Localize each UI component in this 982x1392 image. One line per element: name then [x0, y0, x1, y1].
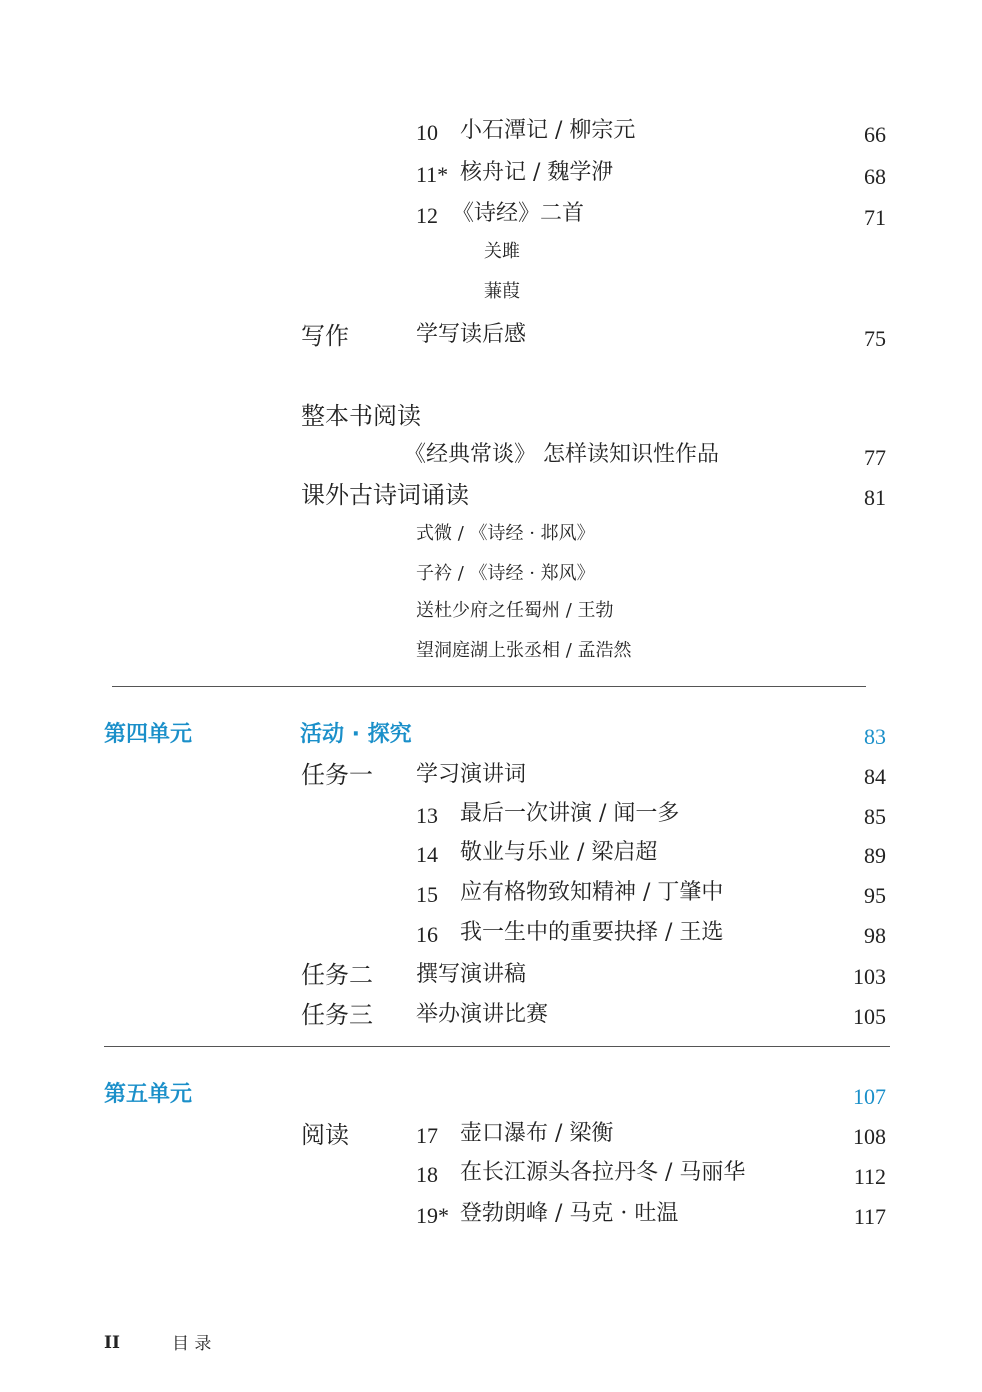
unit-label: 第四单元 [104, 722, 193, 747]
page-number: 77 [864, 445, 886, 470]
lesson-title: 壶口瀑布 / 梁衡 [460, 1121, 614, 1146]
task-title: 撰写演讲稿 [416, 962, 527, 987]
page-number: 98 [864, 923, 886, 948]
lesson-title: 核舟记 / 魏学洢 [460, 160, 614, 185]
task-title: 学习演讲词 [416, 762, 527, 787]
page-number: 117 [853, 1204, 886, 1229]
page-number: 66 [864, 122, 886, 147]
section-label: 写作 [301, 322, 349, 350]
lesson-title: 应有格物致知精神 / 丁肇中 [460, 880, 724, 905]
page-number: 89 [864, 843, 886, 868]
poem-item[interactable]: 式微 / 《诗经 · 邶风》 [416, 523, 595, 544]
lesson-title: 小石潭记 / 柳宗元 [460, 118, 636, 143]
lesson-number: 17 [416, 1123, 438, 1148]
lesson-title: 登勃朗峰 / 马克 · 吐温 [460, 1201, 679, 1226]
task-title: 举办演讲比赛 [416, 1002, 549, 1027]
page-number: 84 [864, 764, 886, 789]
lesson-number: 11* [416, 162, 449, 187]
page-number: 105 [853, 1004, 886, 1029]
lesson-title: 在长江源头各拉丹冬 / 马丽华 [460, 1160, 746, 1185]
page-number: 81 [864, 485, 886, 510]
page-number: 75 [864, 326, 886, 351]
page-number: 103 [853, 964, 886, 989]
unit-label: 第五单元 [104, 1082, 193, 1107]
lesson-number: 18 [416, 1162, 438, 1187]
lesson-number: 12 [416, 203, 438, 228]
lesson-title: 敬业与乐业 / 梁启超 [460, 840, 658, 865]
lesson-title: 最后一次讲演 / 闻一多 [460, 801, 680, 826]
lesson-title: 我一生中的重要抉择 / 王选 [460, 920, 724, 945]
page-number: 68 [864, 164, 886, 189]
poem-title-jianjia[interactable]: 蒹葭 [484, 281, 520, 302]
whole-book-heading: 整本书阅读 [301, 402, 421, 430]
page-number: 83 [864, 724, 886, 749]
unit-theme: 活动 · 探究 [300, 722, 412, 747]
poem-item[interactable]: 望洞庭湖上张丞相 / 孟浩然 [416, 640, 632, 661]
page-number: 108 [853, 1124, 886, 1149]
task-label: 任务一 [301, 761, 373, 789]
lesson-number: 15 [416, 882, 438, 907]
poem-title-guanju[interactable]: 关雎 [484, 241, 520, 262]
section-title: 学写读后感 [416, 322, 527, 347]
divider [104, 1046, 890, 1047]
lesson-number: 14 [416, 842, 438, 867]
page-number: 71 [864, 205, 886, 230]
page-number: 85 [864, 804, 886, 829]
poem-item[interactable]: 送杜少府之任蜀州 / 王勃 [416, 600, 614, 621]
lesson-number: 16 [416, 922, 438, 947]
lesson-title: 《诗经》二首 [452, 201, 585, 226]
page-roman-numeral: II [104, 1333, 120, 1353]
page-number: 107 [853, 1084, 886, 1109]
reading-label: 阅读 [301, 1121, 349, 1149]
footer-label: 目 录 [172, 1334, 212, 1354]
task-label: 任务三 [301, 1001, 373, 1029]
divider [112, 686, 866, 687]
page-number: 112 [853, 1164, 886, 1189]
page-number: 95 [864, 883, 886, 908]
poem-item[interactable]: 子衿 / 《诗经 · 郑风》 [416, 563, 595, 584]
lesson-number: 19* [416, 1203, 449, 1228]
book-title: 《经典常谈》 怎样读知识性作品 [404, 442, 719, 467]
lesson-number: 10 [416, 120, 438, 145]
task-label: 任务二 [301, 961, 373, 989]
section-label: 课外古诗词诵读 [301, 481, 469, 509]
lesson-number: 13 [416, 803, 438, 828]
